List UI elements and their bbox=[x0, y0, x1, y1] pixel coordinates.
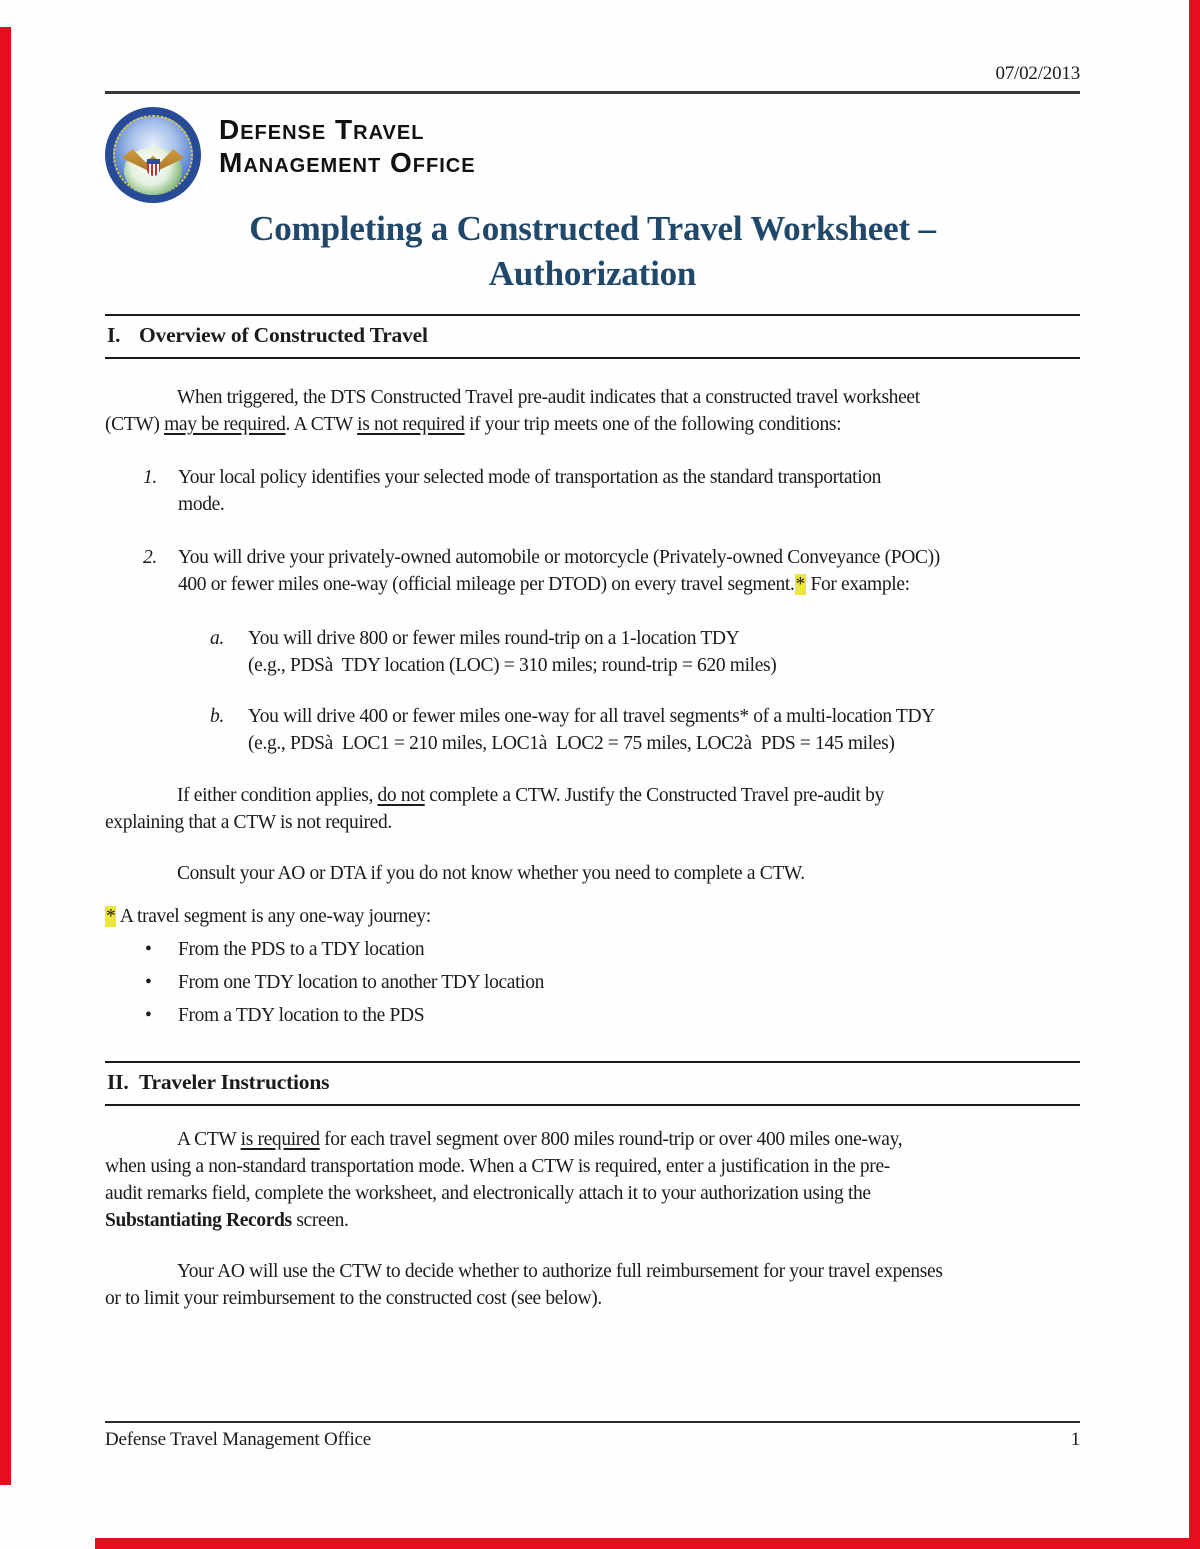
highlighted-asterisk: * bbox=[106, 906, 116, 927]
org-name-line2: Management Office bbox=[219, 147, 476, 178]
text-segment: For example: bbox=[805, 574, 910, 595]
list-item bbox=[105, 936, 1080, 963]
section1-number: I. bbox=[107, 323, 121, 347]
segment-bullet-list bbox=[105, 936, 1080, 1029]
dtmo-seal-icon bbox=[105, 107, 201, 203]
red-edge-left bbox=[0, 27, 11, 1485]
paragraph-line bbox=[105, 411, 1080, 438]
page-content bbox=[105, 0, 1080, 1312]
header-rule bbox=[105, 91, 1080, 94]
underlined-text: is required bbox=[240, 1129, 320, 1150]
underlined-text: is not required bbox=[357, 414, 465, 435]
paragraph-line: You will drive 800 or fewer miles round-trip on a 1-location TDY bbox=[248, 628, 740, 649]
bullet-text: From a TDY location to the PDS bbox=[178, 1005, 425, 1026]
text-segment: for each travel segment over 800 miles round-trip or over 400 miles one-way, bbox=[319, 1129, 903, 1150]
section2-paragraph1 bbox=[105, 1126, 1080, 1234]
text-segment: 400 or fewer miles one-way (official mileage per DTOD) on every travel segment. bbox=[178, 574, 795, 595]
underlined-text: may be required bbox=[164, 414, 286, 435]
highlighted-asterisk: * bbox=[795, 574, 805, 595]
section2-number: II. bbox=[107, 1070, 129, 1094]
underlined-text: do not bbox=[377, 785, 425, 806]
page-footer bbox=[105, 1421, 1080, 1452]
list-item bbox=[105, 1002, 1080, 1029]
paragraph-line: mode. bbox=[178, 494, 225, 515]
paragraph-line: Your AO will use the CTW to decide whether to authorize full reimbursement for your travel expenses bbox=[177, 1261, 943, 1282]
section1-paragraph1 bbox=[105, 384, 1080, 438]
paragraph-line: (e.g., PDSà LOC1 = 210 miles, LOC1à LOC2 = 75 miles, LOC2à PDS = 145 miles) bbox=[248, 733, 895, 754]
section1-heading bbox=[105, 314, 1080, 359]
section2-heading bbox=[105, 1061, 1080, 1106]
list-letter: a. bbox=[210, 628, 224, 649]
paragraph-line: Consult your AO or DTA if you do not know whether you need to complete a CTW. bbox=[177, 863, 805, 884]
lettered-item-a bbox=[105, 625, 1080, 679]
text-segment: if your trip meets one of the following conditions: bbox=[464, 414, 842, 435]
paragraph-line: or to limit your reimbursement to the constructed cost (see below). bbox=[105, 1288, 602, 1309]
paragraph-line: (e.g., PDSà TDY location (LOC) = 310 miles; round-trip = 620 miles) bbox=[248, 655, 777, 676]
paragraph-line: explaining that a CTW is not required. bbox=[105, 812, 392, 833]
text-segment: If either condition applies, bbox=[177, 785, 378, 806]
document-date: 07/02/2013 bbox=[995, 63, 1080, 84]
asterisk-note bbox=[105, 903, 1080, 930]
list-item bbox=[105, 969, 1080, 996]
list-number: 2. bbox=[143, 547, 157, 568]
numbered-item-2 bbox=[105, 544, 1080, 598]
seal-shield bbox=[147, 159, 160, 176]
paragraph-line bbox=[105, 782, 1080, 809]
section2-paragraph2 bbox=[105, 1258, 1080, 1312]
document-title-line1: Completing a Constructed Travel Worksheet – bbox=[249, 209, 936, 248]
paragraph-line: When triggered, the DTS Constructed Travel pre-audit indicates that a constructed travel worksheet bbox=[177, 387, 920, 408]
list-letter: b. bbox=[210, 706, 224, 727]
footer-page-number: 1 bbox=[1070, 1429, 1080, 1450]
text-segment: . A CTW bbox=[285, 414, 358, 435]
section1-paragraph2 bbox=[105, 782, 1080, 836]
footer-org-name: Defense Travel Management Office bbox=[105, 1429, 372, 1450]
paragraph-line: when using a non-standard transportation mode. When a CTW is required, enter a justification in the pre- bbox=[105, 1156, 890, 1177]
text-segment: complete a CTW. Justify the Constructed Travel pre-audit by bbox=[424, 785, 884, 806]
paragraph-line bbox=[178, 571, 1080, 598]
text-segment: screen. bbox=[291, 1210, 349, 1231]
list-number: 1. bbox=[143, 467, 157, 488]
lettered-item-b bbox=[105, 703, 1080, 757]
bold-text: Substantiating Records bbox=[105, 1210, 292, 1231]
bullet-icon: • bbox=[145, 939, 152, 960]
bullet-icon: • bbox=[145, 972, 152, 993]
section1-heading-label: Overview of Constructed Travel bbox=[139, 323, 428, 347]
org-name bbox=[219, 113, 476, 179]
document-title bbox=[105, 206, 1080, 296]
bullet-text: From the PDS to a TDY location bbox=[178, 939, 425, 960]
paragraph-line: Your local policy identifies your selected mode of transportation as the standard transportation bbox=[178, 467, 882, 488]
text-segment: A CTW bbox=[177, 1129, 241, 1150]
document-title-line2: Authorization bbox=[488, 254, 697, 293]
paragraph-line bbox=[105, 1126, 1080, 1153]
bullet-text: From one TDY location to another TDY location bbox=[178, 972, 545, 993]
section1-paragraph3 bbox=[105, 860, 1080, 887]
paragraph-line: You will drive your privately-owned automobile or motorcycle (Privately-owned Conveyance (POC)) bbox=[178, 547, 940, 568]
text-segment: (CTW) bbox=[105, 414, 165, 435]
section2-heading-label: Traveler Instructions bbox=[139, 1070, 330, 1094]
red-edge-right bbox=[1189, 0, 1200, 1549]
paragraph-line bbox=[105, 1207, 1080, 1234]
branding-header bbox=[105, 107, 1080, 203]
paragraph-line: You will drive 400 or fewer miles one-way for all travel segments* of a multi-location TDY bbox=[248, 706, 935, 727]
org-name-line1: Defense Travel bbox=[219, 114, 425, 145]
numbered-item-1 bbox=[105, 464, 1080, 518]
bullet-icon: • bbox=[145, 1005, 152, 1026]
red-edge-bottom bbox=[95, 1538, 1200, 1549]
text-segment: A travel segment is any one-way journey: bbox=[116, 906, 431, 927]
paragraph-line: audit remarks field, complete the worksheet, and electronically attach it to your authorization using the bbox=[105, 1183, 871, 1204]
